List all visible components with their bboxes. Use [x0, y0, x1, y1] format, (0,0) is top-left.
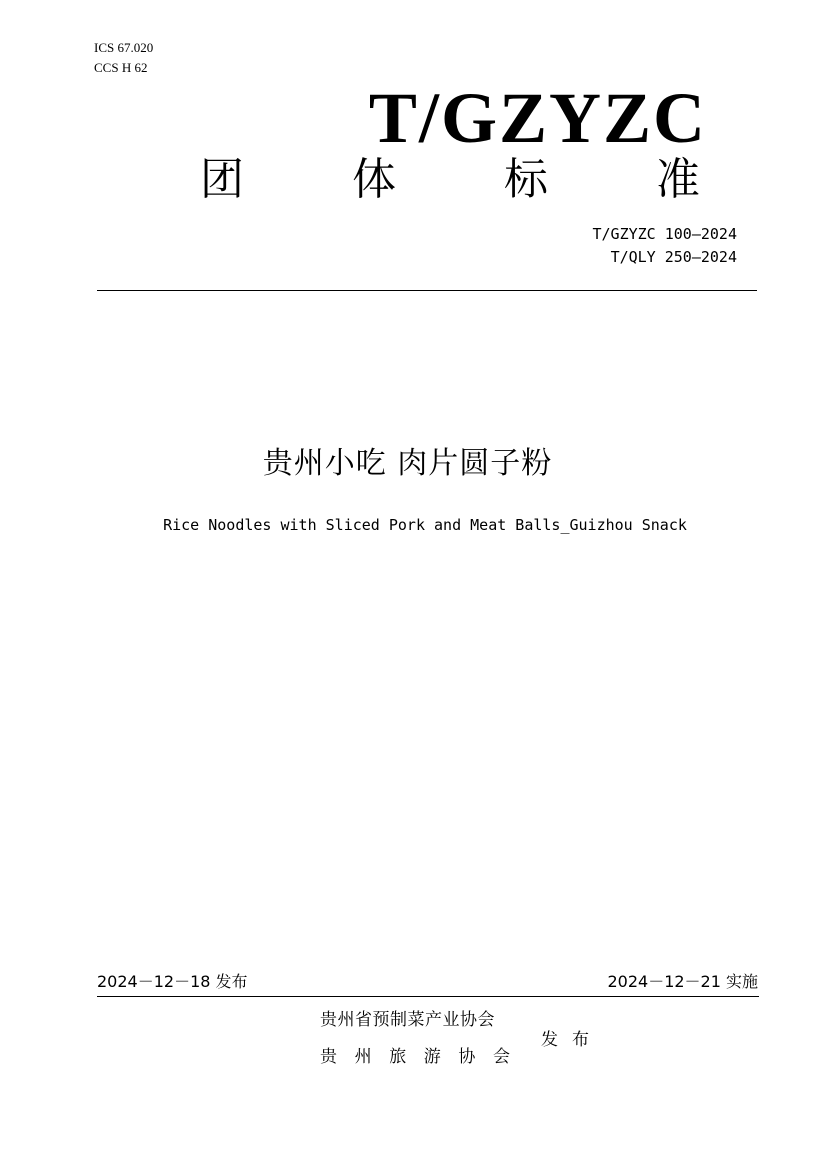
title-chinese: 贵州小吃 肉片圆子粉	[262, 446, 553, 481]
publisher-char: 会	[492, 1047, 510, 1067]
header-divider	[97, 290, 757, 291]
publisher-char: 旅	[389, 1047, 407, 1067]
ccs-code: CCS H 62	[94, 60, 148, 75]
publisher-char: 州	[354, 1047, 372, 1067]
standard-type-char: 标	[504, 154, 548, 205]
standard-number-secondary: T/QLY 250—2024	[610, 248, 737, 266]
title-english: Rice Noodles with Sliced Pork and Meat Balls_Guizhou Snack	[163, 516, 687, 534]
standard-type-char: 体	[352, 154, 396, 205]
publish-action-char: 布	[572, 1030, 589, 1050]
standard-type-char: 团	[200, 154, 244, 205]
publisher-primary: 贵州省预制菜产业协会	[320, 1010, 495, 1030]
publisher-char: 协	[458, 1047, 476, 1067]
standard-type-char: 准	[656, 154, 700, 205]
ics-code: ICS 67.020	[94, 40, 154, 55]
standard-logo: T/GZYZC	[368, 78, 707, 158]
publish-action-char: 发	[541, 1030, 558, 1050]
footer-divider	[97, 996, 759, 997]
publish-action	[541, 1028, 589, 1052]
publisher-char: 游	[423, 1047, 441, 1067]
standard-number-primary: T/GZYZC 100—2024	[592, 225, 737, 243]
issue-date: 2024－12－18 发布	[97, 972, 248, 991]
implementation-date: 2024－12－21 实施	[607, 972, 758, 991]
publisher-secondary	[320, 1045, 510, 1069]
standard-type	[200, 150, 700, 210]
publisher-char: 贵	[320, 1047, 337, 1067]
